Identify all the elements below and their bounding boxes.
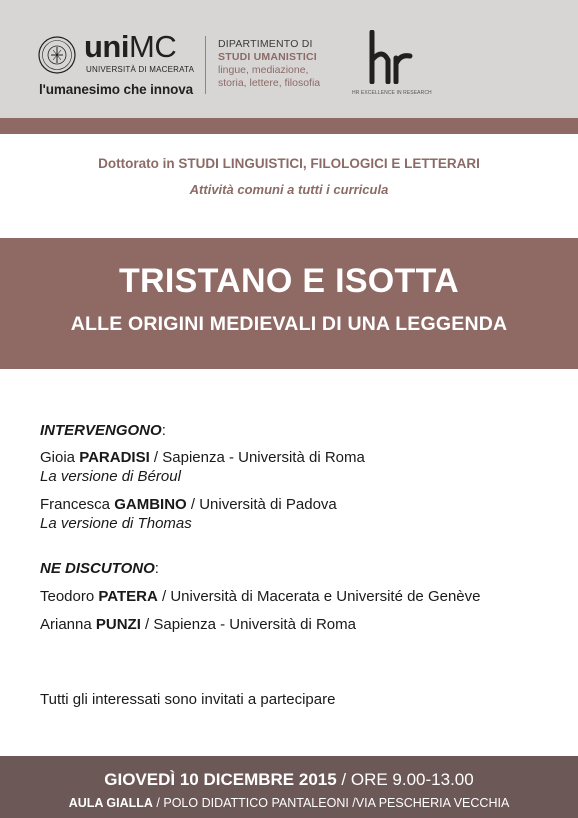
hr-excellence-logo-icon (364, 30, 414, 84)
title-band (0, 238, 578, 369)
department-label: DIPARTIMENTO DI (218, 38, 313, 50)
header-bar (0, 0, 578, 118)
event-location: AULA GIALLA / POLO DIDATTICO PANTALEONI /VIA PESCHERIA VECCHIA (68, 796, 510, 810)
speaker-row: Francesca GAMBINO / Università di Padova (40, 496, 337, 513)
speaker-talk: La versione di Thomas (40, 515, 192, 532)
discussants-heading: NE DISCUTONO: (40, 560, 159, 577)
university-motto: l'umanesimo che innova (39, 82, 194, 97)
event-subtitle: ALLE ORIGINI MEDIEVALI DI UNA LEGGENDA (70, 313, 508, 335)
event-title: TRISTANO E ISOTTA (118, 262, 460, 300)
accent-band (0, 118, 578, 134)
university-name: UNIVERSITÀ DI MACERATA (86, 65, 195, 74)
speaker-talk: La versione di Béroul (40, 468, 181, 485)
university-seal-icon (38, 36, 76, 74)
department-name: STUDI UMANISTICI (218, 51, 317, 63)
discussant-row: Arianna PUNZI / Sapienza - Università di Roma (40, 616, 356, 633)
invitation-text: Tutti gli interessati sono invitati a partecipare (40, 691, 336, 708)
header-divider (205, 36, 206, 94)
speaker-row: Gioia PARADISI / Sapienza - Università di Roma (40, 449, 365, 466)
activity-subtitle: Attività comuni a tutti i curricula (189, 182, 389, 197)
discussant-row: Teodoro PATERA / Università di Macerata e Université de Genève (40, 588, 481, 605)
department-areas-line1: lingue, mediazione, (218, 64, 309, 76)
speakers-heading: INTERVENGONO: (40, 422, 166, 439)
department-areas-line2: storia, lettere, filosofia (218, 77, 321, 89)
doctorate-title: Dottorato in STUDI LINGUISTICI, FILOLOGICI E LETTERARI (98, 156, 480, 171)
hr-caption: HR EXCELLENCE IN RESEARCH (352, 90, 432, 96)
event-date-time: GIOVEDÌ 10 DICEMBRE 2015 / ORE 9.00-13.00 (104, 770, 474, 789)
brand-logotype: uniMC (84, 29, 177, 64)
